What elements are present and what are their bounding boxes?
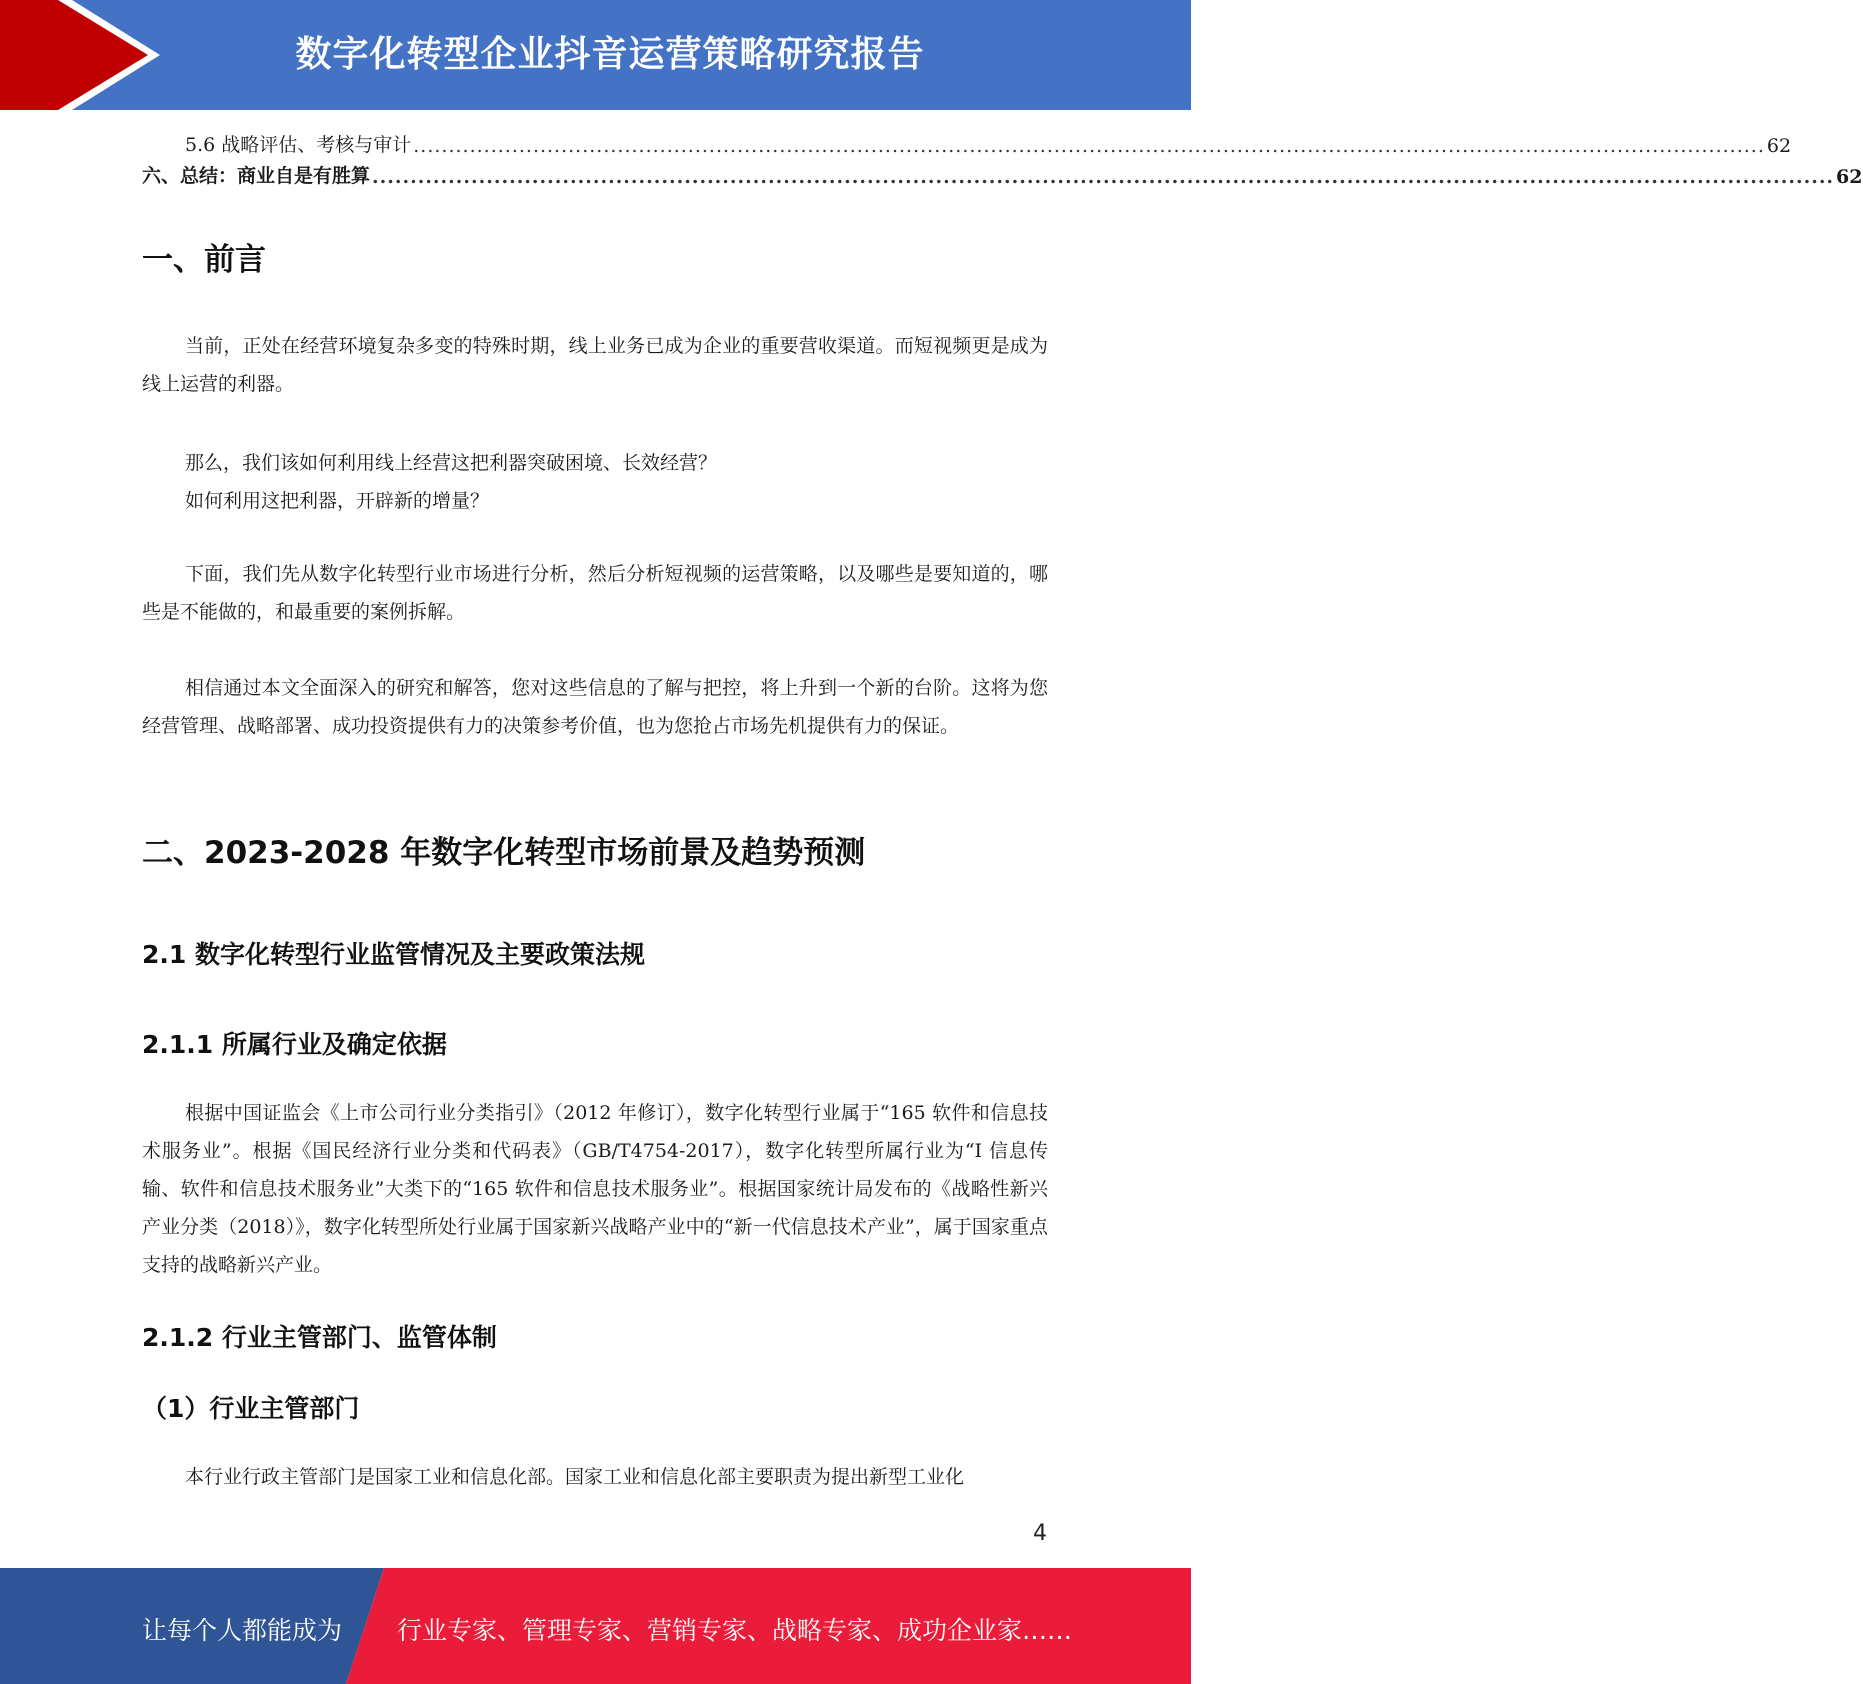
subheading-2-1: 2.1 数字化转型行业监管情况及主要政策法规 bbox=[142, 940, 645, 969]
toc-entry-label: 5.6 战略评估、考核与审计 bbox=[185, 134, 412, 156]
footer-slogan-left: 让每个人都能成为 bbox=[142, 1616, 343, 1645]
toc-leader-dots: ................................................................................................................................................................................................ bbox=[413, 135, 1765, 157]
toc-entry-page: 62 bbox=[1836, 166, 1863, 188]
toc-leader-dots: ................................................................................................................................................................................................ bbox=[372, 166, 1835, 188]
subheading-dept: （1）行业主管部门 bbox=[142, 1394, 360, 1423]
page-header bbox=[0, 0, 1191, 110]
paragraph-2-1-1: 根据中国证监会《上市公司行业分类指引》（2012 年修订），数字化转型行业属于“165 软件和信息技术服务业”。根据《国民经济行业分类和代码表》（GB/T4754-2017），数字化转型所属行业为“I 信息传输、软件和信息技术服务业”大类下的“165 软件和信息技术服务业”。根据国家统计局发布的《战略性新兴产业分类（2018）》，数字化转型所处行业属于国家新兴战略产业中的“新一代信息技术产业”，属于国家重点支持的战略新兴产业。 bbox=[142, 1102, 1048, 1276]
page-footer bbox=[0, 1568, 1191, 1684]
paragraph-preface-question-2: 如何利用这把利器，开辟新的增量？ bbox=[185, 490, 490, 512]
subheading-2-1-2: 2.1.2 行业主管部门、监管体制 bbox=[142, 1323, 497, 1352]
section-heading-preface: 一、前言 bbox=[142, 242, 266, 278]
toc-entry-page: 62 bbox=[1766, 135, 1792, 157]
header-title: 数字化转型企业抖音运营策略研究报告 bbox=[295, 34, 925, 75]
paragraph-preface-question-1: 那么，我们该如何利用线上经营这把利器突破困境、长效经营？ bbox=[185, 452, 718, 474]
subheading-2-1-1: 2.1.1 所属行业及确定依据 bbox=[142, 1030, 447, 1059]
paragraph-dept: 本行业行政主管部门是国家工业和信息化部。国家工业和信息化部主要职责为提出新型工业化 bbox=[185, 1466, 965, 1488]
paragraph-preface-1: 当前，正处在经营环境复杂多变的特殊时期，线上业务已成为企业的重要营收渠道。而短视频更是成为线上运营的利器。 bbox=[142, 335, 1048, 395]
page-number: 4 bbox=[1033, 1521, 1047, 1546]
footer-slogan-right: 行业专家、管理专家、营销专家、战略专家、成功企业家…… bbox=[397, 1616, 1073, 1645]
paragraph-preface-2: 下面，我们先从数字化转型行业市场进行分析，然后分析短视频的运营策略，以及哪些是要知道的，哪些是不能做的，和最重要的案例拆解。 bbox=[142, 563, 1048, 623]
toc-entry[interactable] bbox=[142, 129, 1792, 157]
toc-entry[interactable] bbox=[142, 160, 1863, 188]
paragraph-preface-3: 相信通过本文全面深入的研究和解答，您对这些信息的了解与把控，将上升到一个新的台阶。这将为您经营管理、战略部署、成功投资提供有力的决策参考价值，也为您抢占市场先机提供有力的保证。 bbox=[142, 677, 1048, 737]
toc-entry-label: 六、总结：商业自是有胜算 bbox=[142, 165, 371, 187]
section-heading-market: 二、2023-2028 年数字化转型市场前景及趋势预测 bbox=[142, 835, 866, 871]
